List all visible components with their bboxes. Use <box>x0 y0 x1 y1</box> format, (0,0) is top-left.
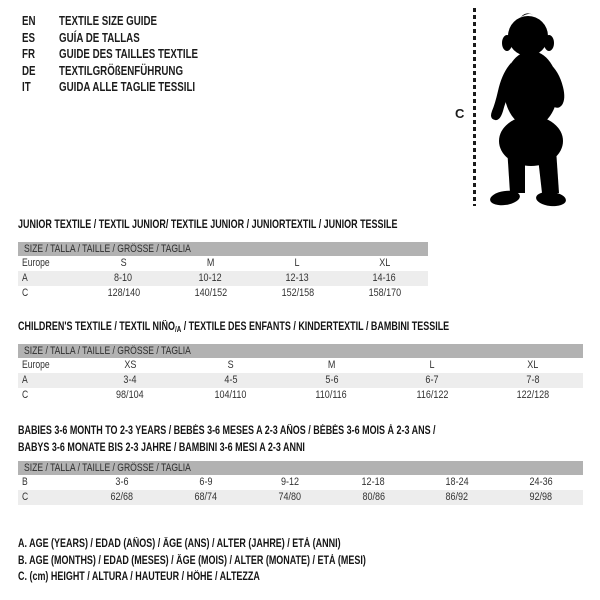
height-measure-label: C <box>455 106 465 121</box>
row-label-cell: C <box>18 490 80 505</box>
size-cell: 6-7 <box>382 373 483 388</box>
size-header-cell: SIZE / TALLA / TAILLE / GRÖSSE / TAGLIA <box>18 344 583 358</box>
row-label-cell: Europe <box>22 257 50 269</box>
height-figure <box>450 6 598 208</box>
size-cell: 104/110 <box>214 389 247 401</box>
table-row <box>18 490 583 505</box>
size-cell: S <box>227 359 234 371</box>
height-measure-line <box>473 8 476 206</box>
size-cell: 5-6 <box>281 373 382 388</box>
size-cell: 140/152 <box>194 287 227 299</box>
size-cell: 116/122 <box>416 389 449 401</box>
size-cell: XS <box>124 359 137 371</box>
size-cell: 80/86 <box>331 490 415 505</box>
language-code: EN <box>22 14 36 29</box>
size-cell: 10-12 <box>167 271 254 286</box>
legend <box>18 538 464 588</box>
table-row <box>18 256 428 271</box>
size-cell: XL <box>378 257 391 269</box>
row-label-cell: A <box>18 373 80 388</box>
title-subscript: /A <box>174 325 182 334</box>
junior-table-title: JUNIOR TEXTILE / TEXTIL JUNIOR/ TEXTILE JUNIOR / JUNIORTEXTIL / JUNIOR TESSILE <box>18 219 398 231</box>
language-row <box>22 46 237 63</box>
size-cell: 122/128 <box>516 389 549 401</box>
size-cell: 158/170 <box>368 287 401 299</box>
language-title: TEXTILGRÖßENFÜHRUNG <box>59 63 184 78</box>
size-cell: 14-16 <box>341 271 428 286</box>
children-size-table <box>18 344 583 403</box>
language-code: ES <box>22 30 36 45</box>
size-cell: 68/74 <box>164 490 248 505</box>
legend-item-c: C. (cm) HEIGHT / ALTURA / HAUTEUR / HÖHE / ALTEZZA <box>18 571 260 583</box>
size-cell: 3-4 <box>80 373 181 388</box>
legend-item-a: A. AGE (YEARS) / EDAD (AÑOS) / ÂGE (ANS) / ALTER (JAHRE) / ETÀ (ANNI) <box>18 538 341 550</box>
table-row <box>18 286 428 301</box>
size-cell: XL <box>527 359 539 371</box>
row-label-cell: Europe <box>22 359 50 371</box>
language-code: FR <box>22 47 36 62</box>
size-cell: 128/140 <box>107 287 140 299</box>
language-row <box>22 30 237 47</box>
size-header-cell: SIZE / TALLA / TAILLE / GRÖSSE / TAGLIA <box>18 242 428 256</box>
language-title-list <box>22 13 237 96</box>
size-cell: 3-6 <box>115 476 129 488</box>
size-cell: L <box>294 257 301 269</box>
language-title: GUIDA ALLE TAGLIE TESSILI <box>59 80 196 95</box>
size-cell: 98/104 <box>116 389 145 401</box>
language-code: IT <box>22 80 31 95</box>
language-title: GUÍA DE TALLAS <box>59 30 140 45</box>
size-cell: M <box>206 257 215 269</box>
size-cell: 7-8 <box>482 373 583 388</box>
table-row <box>18 373 583 388</box>
legend-item-b: B. AGE (MONTHS) / EDAD (MESES) / ÂGE (MOIS) / ALTER (MONATE) / ETÀ (MESI) <box>18 554 366 567</box>
table-row <box>18 358 583 373</box>
size-cell: 62/68 <box>80 490 164 505</box>
language-title: TEXTILE SIZE GUIDE <box>59 14 158 29</box>
size-cell: 74/80 <box>248 490 332 505</box>
language-row <box>22 63 237 80</box>
size-cell: M <box>327 359 336 371</box>
size-cell: 86/92 <box>415 490 499 505</box>
size-header-row <box>18 242 428 256</box>
table-row <box>18 271 428 286</box>
size-cell: 12-13 <box>254 271 341 286</box>
table-row <box>18 475 583 490</box>
size-header-cell: SIZE / TALLA / TAILLE / GRÖSSE / TAGLIA <box>18 461 583 475</box>
size-cell: 8-10 <box>80 271 167 286</box>
size-cell: 4-5 <box>181 373 282 388</box>
size-cell: L <box>429 359 435 371</box>
language-row <box>22 79 237 96</box>
row-label-cell: A <box>18 271 80 286</box>
size-header-row <box>18 344 583 358</box>
size-cell: 24-36 <box>529 476 553 488</box>
size-cell: 9-12 <box>280 476 299 488</box>
size-header-row <box>18 461 583 475</box>
row-label-cell: C <box>22 287 29 299</box>
size-cell: 12-18 <box>361 476 385 488</box>
table-row <box>18 388 583 403</box>
language-row <box>22 13 237 30</box>
size-cell: 18-24 <box>445 476 469 488</box>
language-code: DE <box>22 63 36 78</box>
size-cell: 6-9 <box>199 476 213 488</box>
size-cell: 152/158 <box>281 287 314 299</box>
size-cell: 92/98 <box>499 490 583 505</box>
babies-size-table <box>18 461 583 505</box>
babies-table-title: BABIES 3-6 MONTH TO 2-3 YEARS / BEBÉS 3-6 MESES A 2-3 AÑOS / BÉBÉS 3-6 MOIS À 2-3 ANS / BABYS 3-6 MONATE BIS 2-3 JAHRE / BAMBINI 3-6 MESI A 2-3 ANNI <box>18 425 436 454</box>
size-cell: 110/116 <box>315 389 348 401</box>
children-table-title: CHILDREN'S TEXTILE / TEXTIL $NIÑO_{/A}$ / TEXTILE DES ENFANTS / KINDERTEXTIL / BAMBINI TESSILE <box>18 321 450 334</box>
junior-size-table <box>18 242 428 301</box>
row-label-cell: C <box>22 389 29 401</box>
baby-silhouette-icon <box>483 6 595 208</box>
row-label-cell: B <box>22 476 28 488</box>
language-title: GUIDE DES TAILLES TEXTILE <box>59 47 199 62</box>
size-cell: S <box>120 257 127 269</box>
